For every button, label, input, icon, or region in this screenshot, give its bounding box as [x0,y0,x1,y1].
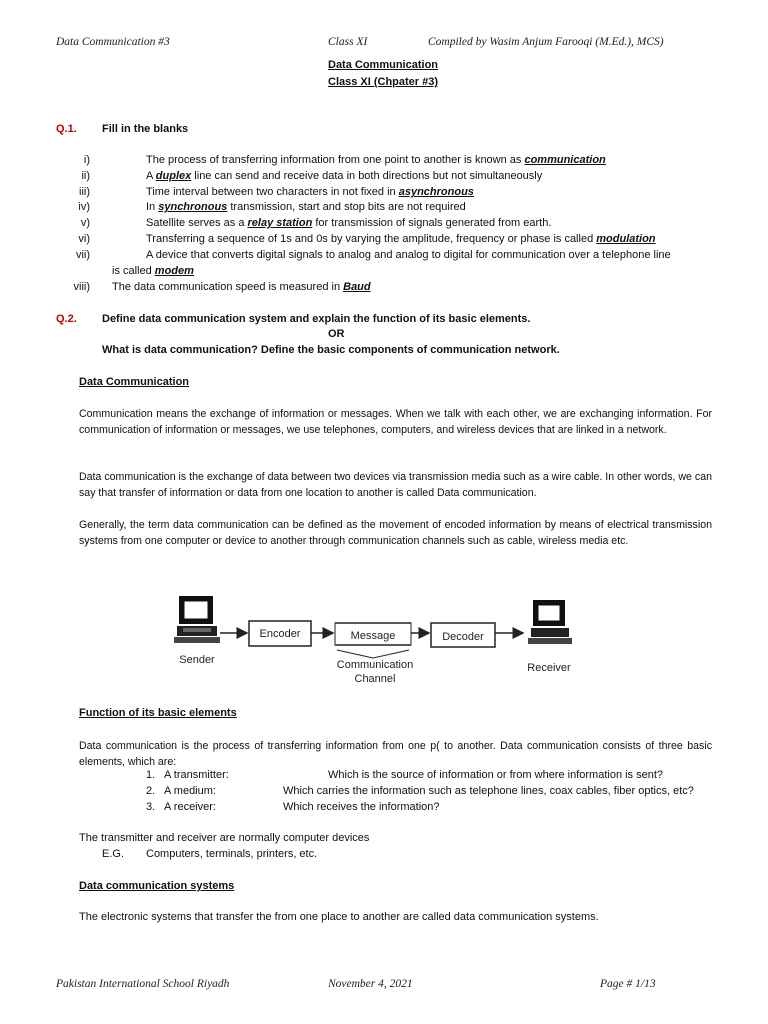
q1-item-text: for transmission of signals generated from earth. [312,217,552,229]
q2-label: Q.2. [56,313,77,325]
q1-item-num: v) [80,217,90,229]
q1-item-continuation [112,265,194,277]
paragraph: The electronic systems that transfer the from one place to another are called data communication systems. [79,911,599,923]
header-left: Data Communication #3 [56,36,170,48]
q1-item-text: A [146,170,156,182]
q1-item [146,233,656,245]
q1-item [146,217,551,229]
list-term: A transmitter: [164,769,229,781]
eg-label: E.G. [102,848,125,860]
doc-title: Data Communication [328,59,439,71]
q1-item-text: Time interval between two characters in not fixed in [146,186,399,198]
q1-heading: Fill in the blanks [102,123,189,135]
q1-item-text: Transferring a sequence of 1s and 0s by varying the amplitude, frequency or phase is called [146,233,597,245]
q1-item [146,249,671,261]
q1-item-text: In [146,201,159,213]
sender-label: Sender [179,654,215,666]
q1-item-answer: duplex [155,170,192,182]
q1-label: Q.1. [56,123,77,135]
q1-item-answer: asynchronous [398,186,474,198]
list-desc: Which receives the information? [283,801,440,813]
header-right: Compiled by Wasim Anjum Farooqi (M.Ed.), MCS) [428,36,664,48]
q1-item [112,281,371,293]
communication-diagram [165,588,585,688]
q1-item [146,186,474,198]
q1-item [146,201,466,213]
receiver-computer-icon [528,600,572,644]
footer-page: Page # 1/13 [600,978,656,990]
list-desc: Which carries the information such as telephone lines, coax cables, fiber optics, etc? [283,785,694,797]
eg-text: Computers, terminals, printers, etc. [146,848,318,860]
section-heading: Data Communication [79,376,190,388]
q2-or: OR [328,328,345,340]
q1-item-text: transmission, start and stop bits are not required [227,201,466,213]
q1-item [146,170,542,182]
q1-item-num: viii) [73,281,90,293]
q1-item-num: iv) [78,201,90,213]
q1-item-answer: modulation [596,233,656,245]
q1-item-num: ii) [81,170,90,182]
q1-item-num: vi) [78,233,90,245]
q1-item-num: i) [83,154,90,166]
q2-question-alt: What is data communication? Define the basic components of communication network. [102,344,560,356]
encoder-label: Encoder [259,628,301,640]
q1-item-answer: Baud [343,281,371,293]
q1-item-num: vii) [75,249,90,261]
sender-computer-icon [174,596,220,643]
footer-left: Pakistan International School Riyadh [56,978,230,990]
doc-subtitle: Class XI (Chpater #3) [328,76,439,88]
footer-center: November 4, 2021 [328,978,413,990]
q1-item-text: The data communication speed is measured in [112,281,344,293]
q1-item-text: A device that converts digital signals to analog and analog to digital for communication over a telephone line [146,249,671,261]
section-heading: Data communication systems [79,880,235,892]
q1-item [146,154,606,166]
list-term: A receiver: [164,801,216,813]
decoder-label: Decoder [442,631,484,643]
message-label: Message [350,630,396,642]
note: The transmitter and receiver are normally computer devices [79,832,370,844]
q1-item-answer: modem [154,265,194,277]
diagram-svg [165,588,585,688]
list-number: 3. [146,801,156,813]
q1-item-num: iii) [79,186,90,198]
receiver-label: Receiver [527,662,571,674]
channel-label-2: Channel [354,673,396,685]
paragraph: Generally, the term data communication can be defined as the movement of encoded information by means of electrical transmission systems from one computer or device to another through communication channels such as cable, wireless media etc. [79,519,712,547]
list-number: 2. [146,785,156,797]
q1-item-text: The process of transferring information from one point to another is known as [146,154,525,166]
q1-item-text: Satellite serves as a [146,217,248,229]
q1-item-text: line can send and receive data in both directions but not simultaneously [191,170,543,182]
paragraph: Data communication is the exchange of data between two devices via transmission media such as a wire cable. In other words, we can say that transfer of information or data from one location to another is called Data communication. [79,471,712,499]
q1-item-answer: synchronous [158,201,228,213]
list-desc: Which is the source of information or from where information is sent? [328,769,664,781]
q1-item-answer: relay station [247,217,313,229]
channel-label-1: Communication [336,659,414,671]
section-heading: Function of its basic elements [79,707,237,719]
header-center: Class XI [328,36,368,48]
q1-item-text: is called [112,265,155,277]
q1-item-answer: communication [524,154,606,166]
channel-bracket [337,650,409,658]
list-term: A medium: [164,785,216,797]
paragraph: Communication means the exchange of information or messages. When we talk with each other, we are exchanging information. For communication of information or messages, we use telephones, computers, and wireless devices that are linked in a network. [79,408,712,436]
paragraph: Data communication is the process of transferring information from one p( to another. Data communication consists of three basic elements, which are: [79,740,712,768]
q2-question: Define data communication system and explain the function of its basic elements. [102,313,531,325]
list-number: 1. [146,769,156,781]
